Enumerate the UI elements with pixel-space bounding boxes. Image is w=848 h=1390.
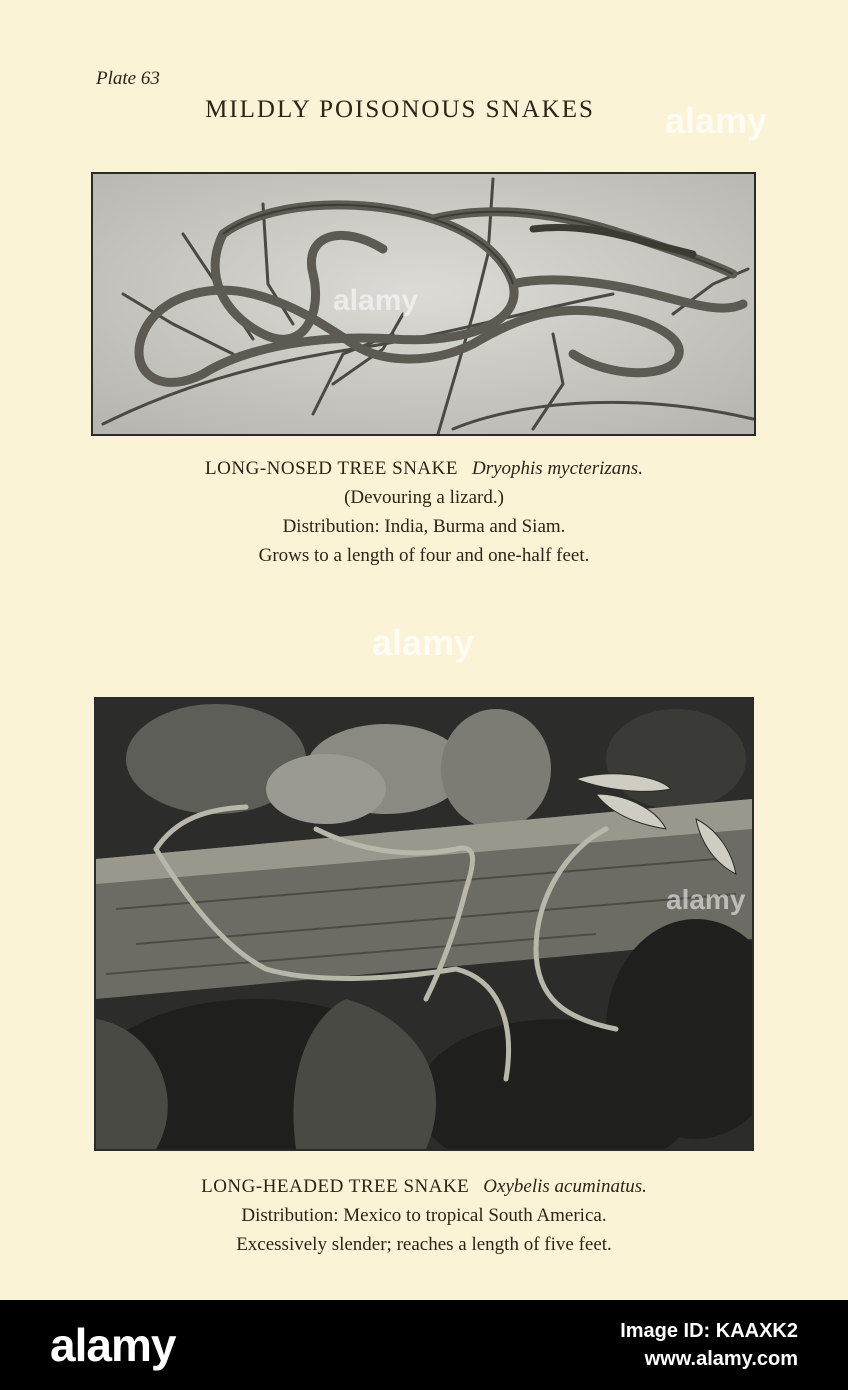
plate-number: Plate 63 xyxy=(96,68,160,89)
watermark: alamy xyxy=(333,284,419,317)
caption-figure-2 xyxy=(0,1172,848,1259)
common-name: LONG-HEADED TREE SNAKE xyxy=(201,1176,470,1197)
size-text: Grows to a length of four and one-half feet. xyxy=(258,545,590,566)
snake-photo-2-illustration xyxy=(96,699,752,1149)
watermark: alamy xyxy=(666,884,746,915)
size-text: Excessively slender; reaches a length of five feet. xyxy=(236,1234,612,1255)
watermark: alamy xyxy=(665,100,768,141)
photo-long-nosed-tree-snake xyxy=(91,172,756,436)
photo-long-headed-tree-snake xyxy=(94,697,754,1151)
site-url[interactable]: www.alamy.com xyxy=(644,1348,798,1370)
common-name: LONG-NOSED TREE SNAKE xyxy=(205,458,458,479)
caption-note: (Devouring a lizard.) xyxy=(344,487,504,508)
stock-photo-footer xyxy=(0,1300,848,1390)
distribution-text: Distribution: India, Burma and Siam. xyxy=(282,516,566,537)
scientific-name: Dryophis mycterizans. xyxy=(471,458,643,479)
watermark: alamy xyxy=(372,622,475,663)
snake-photo-1-illustration xyxy=(93,174,754,434)
plate-title: MILDLY POISONOUS SNAKES xyxy=(205,96,595,123)
caption-figure-1 xyxy=(0,454,848,570)
alamy-logo[interactable]: alamy xyxy=(50,1319,176,1371)
distribution-text: Distribution: Mexico to tropical South America. xyxy=(241,1205,607,1226)
scientific-name: Oxybelis acuminatus. xyxy=(483,1176,647,1197)
image-id: Image ID: KAAXK2 xyxy=(620,1320,798,1342)
